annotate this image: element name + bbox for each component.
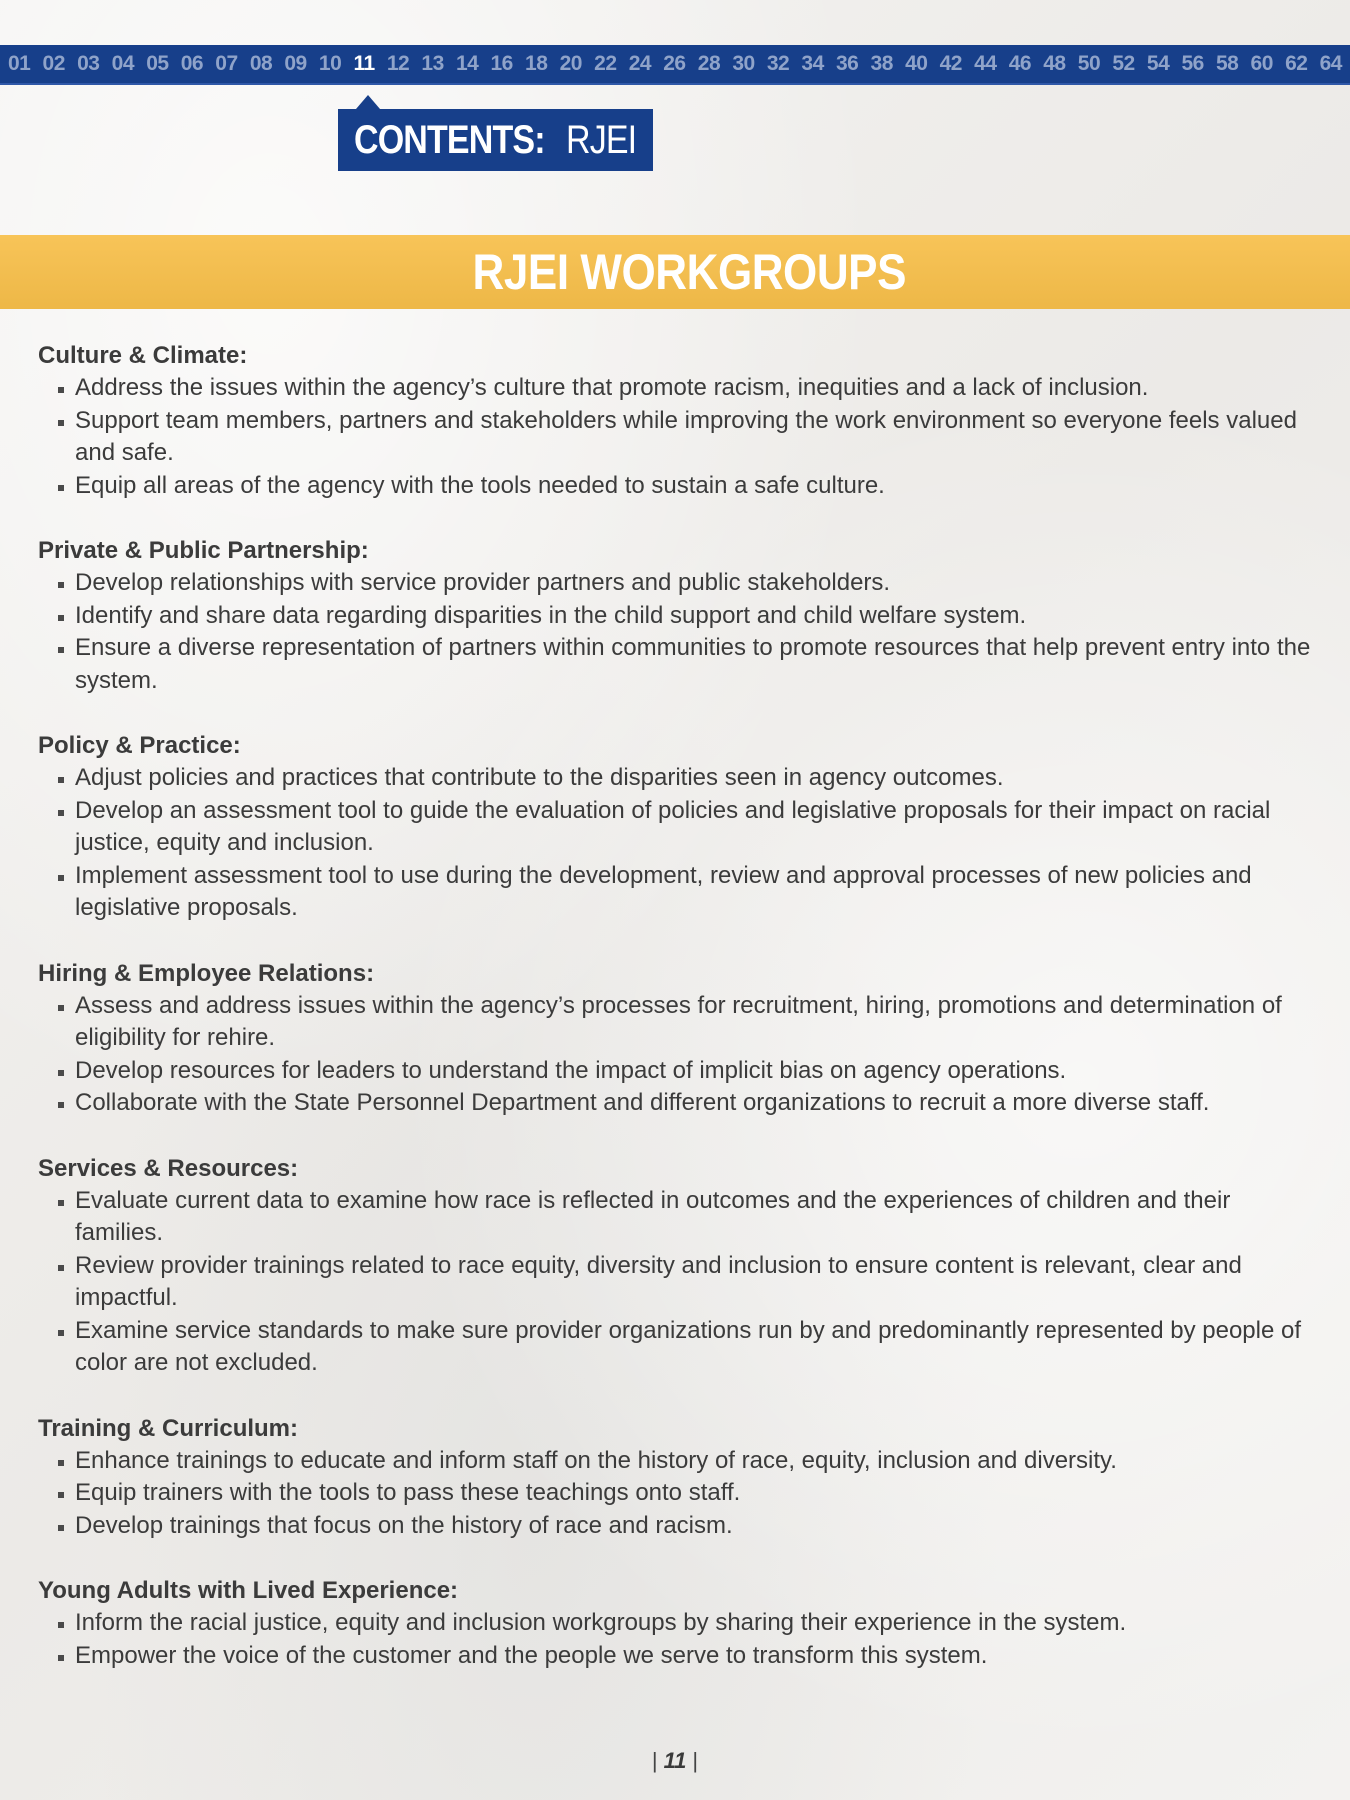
workgroups-content — [38, 340, 1318, 1705]
list-item: Address the issues within the agency’s culture that promote racism, inequities and a lack of inclusion. — [38, 372, 1318, 405]
nav-page-18[interactable]: 18 — [525, 52, 548, 75]
contents-section-label: RJEI — [566, 117, 637, 162]
page-number: 11 — [663, 1748, 687, 1773]
workgroup-section — [38, 1153, 1318, 1380]
nav-page-24[interactable]: 24 — [628, 52, 652, 75]
workgroup-title: Training & Curriculum: — [38, 1414, 299, 1442]
workgroup-section — [38, 340, 1318, 502]
nav-page-11[interactable]: 11 — [353, 52, 375, 75]
workgroup-bullet-list — [38, 372, 1318, 502]
workgroup-bullet-list — [38, 990, 1318, 1120]
nav-page-10[interactable]: 10 — [318, 52, 342, 75]
page-navigation-bar — [0, 45, 1350, 85]
workgroup-title: Hiring & Employee Relations: — [38, 959, 375, 987]
list-item: Examine service standards to make sure provider organizations run by and predominantly represented by people of color are not excluded. — [38, 1315, 1318, 1380]
nav-page-34[interactable]: 34 — [801, 52, 824, 75]
page-number-divider-left: | — [651, 1748, 658, 1773]
list-item: Implement assessment tool to use during the development, review and approval processes of new policies and legislative proposals. — [38, 860, 1318, 925]
workgroup-bullet-list — [38, 1445, 1318, 1543]
nav-page-56[interactable]: 56 — [1181, 52, 1204, 75]
workgroup-section — [38, 535, 1318, 697]
nav-page-26[interactable]: 26 — [663, 52, 686, 75]
nav-page-36[interactable]: 36 — [835, 52, 859, 75]
list-item: Empower the voice of the customer and the people we serve to transform this system. — [38, 1640, 1318, 1673]
nav-page-05[interactable]: 05 — [146, 52, 169, 75]
nav-page-02[interactable]: 02 — [42, 52, 65, 75]
nav-page-64[interactable]: 64 — [1319, 52, 1342, 75]
nav-page-03[interactable]: 03 — [77, 52, 100, 75]
workgroup-title: Policy & Practice: — [38, 732, 241, 759]
list-item: Collaborate with the State Personnel Department and different organizations to recruit a more diverse staff. — [38, 1087, 1318, 1120]
nav-page-52[interactable]: 52 — [1112, 52, 1135, 75]
contents-tab[interactable] — [338, 109, 653, 171]
list-item: Enhance trainings to educate and inform staff on the history of race, equity, inclusion and diversity. — [38, 1445, 1318, 1478]
workgroup-section — [38, 1575, 1318, 1672]
list-item: Ensure a diverse representation of partners within communities to promote resources that help prevent entry into the system. — [38, 632, 1318, 697]
nav-page-14[interactable]: 14 — [455, 52, 479, 75]
nav-page-13[interactable]: 13 — [421, 52, 444, 75]
page-number-divider-right: | — [692, 1748, 699, 1773]
nav-page-42[interactable]: 42 — [939, 52, 962, 75]
workgroup-bullet-list — [38, 1185, 1318, 1380]
nav-page-58[interactable]: 58 — [1215, 52, 1239, 75]
workgroup-title: Private & Public Partnership: — [38, 537, 369, 564]
nav-page-12[interactable]: 12 — [386, 52, 410, 75]
workgroup-section — [38, 730, 1318, 925]
section-title: RJEI WORKGROUPS — [472, 244, 906, 300]
nav-page-28[interactable]: 28 — [697, 52, 721, 75]
nav-page-40[interactable]: 40 — [905, 52, 928, 75]
nav-page-07[interactable]: 07 — [215, 52, 238, 75]
list-item: Support team members, partners and stakeholders while improving the work environment so everyone feels valued and safe. — [38, 405, 1318, 470]
workgroup-section — [38, 1413, 1318, 1543]
nav-page-30[interactable]: 30 — [732, 52, 755, 75]
nav-page-04[interactable]: 04 — [111, 52, 134, 75]
workgroup-bullet-list — [38, 762, 1318, 925]
nav-page-01[interactable]: 01 — [8, 52, 31, 75]
list-item: Inform the racial justice, equity and inclusion workgroups by sharing their experience in the system. — [38, 1607, 1318, 1640]
workgroup-section — [38, 958, 1318, 1120]
list-item: Assess and address issues within the agency’s processes for recruitment, hiring, promotions and determination of eligibility for rehire. — [38, 990, 1318, 1055]
list-item: Develop resources for leaders to understand the impact of implicit bias on agency operations. — [38, 1055, 1318, 1088]
nav-page-06[interactable]: 06 — [180, 52, 204, 75]
nav-page-38[interactable]: 38 — [870, 52, 893, 75]
workgroup-title: Young Adults with Lived Experience: — [38, 1577, 459, 1604]
page-number-footer — [0, 1748, 1350, 1774]
contents-label: CONTENTS: — [354, 117, 545, 162]
workgroup-bullet-list — [38, 1607, 1318, 1672]
workgroup-title: Services & Resources: — [38, 1154, 299, 1182]
list-item: Develop relationships with service provider partners and public stakeholders. — [38, 567, 1318, 600]
nav-page-16[interactable]: 16 — [490, 52, 513, 75]
tab-pointer-icon — [356, 95, 380, 109]
nav-page-22[interactable]: 22 — [594, 52, 617, 75]
nav-page-62[interactable]: 62 — [1285, 52, 1308, 75]
nav-page-54[interactable]: 54 — [1146, 52, 1170, 75]
list-item: Equip trainers with the tools to pass these teachings onto staff. — [38, 1477, 1318, 1510]
nav-page-46[interactable]: 46 — [1008, 52, 1032, 75]
list-item: Identify and share data regarding disparities in the child support and child welfare system. — [38, 600, 1318, 633]
list-item: Equip all areas of the agency with the tools needed to sustain a safe culture. — [38, 470, 1318, 503]
nav-page-20[interactable]: 20 — [559, 52, 582, 75]
nav-page-48[interactable]: 48 — [1043, 52, 1066, 75]
nav-page-32[interactable]: 32 — [766, 52, 790, 75]
section-header-band — [0, 235, 1350, 309]
nav-page-50[interactable]: 50 — [1077, 52, 1101, 75]
workgroup-title: Culture & Climate: — [38, 342, 248, 369]
list-item: Develop trainings that focus on the history of race and racism. — [38, 1510, 1318, 1543]
nav-page-08[interactable]: 08 — [249, 52, 273, 75]
nav-page-09[interactable]: 09 — [284, 52, 307, 75]
list-item: Develop an assessment tool to guide the evaluation of policies and legislative proposals for their impact on racial justice, equity and inclusion. — [38, 795, 1318, 860]
workgroup-bullet-list — [38, 567, 1318, 697]
nav-page-60[interactable]: 60 — [1250, 52, 1273, 75]
list-item: Adjust policies and practices that contribute to the disparities seen in agency outcomes. — [38, 762, 1318, 795]
list-item: Review provider trainings related to race equity, diversity and inclusion to ensure content is relevant, clear and impactful. — [38, 1250, 1318, 1315]
nav-page-44[interactable]: 44 — [974, 52, 997, 75]
list-item: Evaluate current data to examine how race is reflected in outcomes and the experiences of children and their families. — [38, 1185, 1318, 1250]
